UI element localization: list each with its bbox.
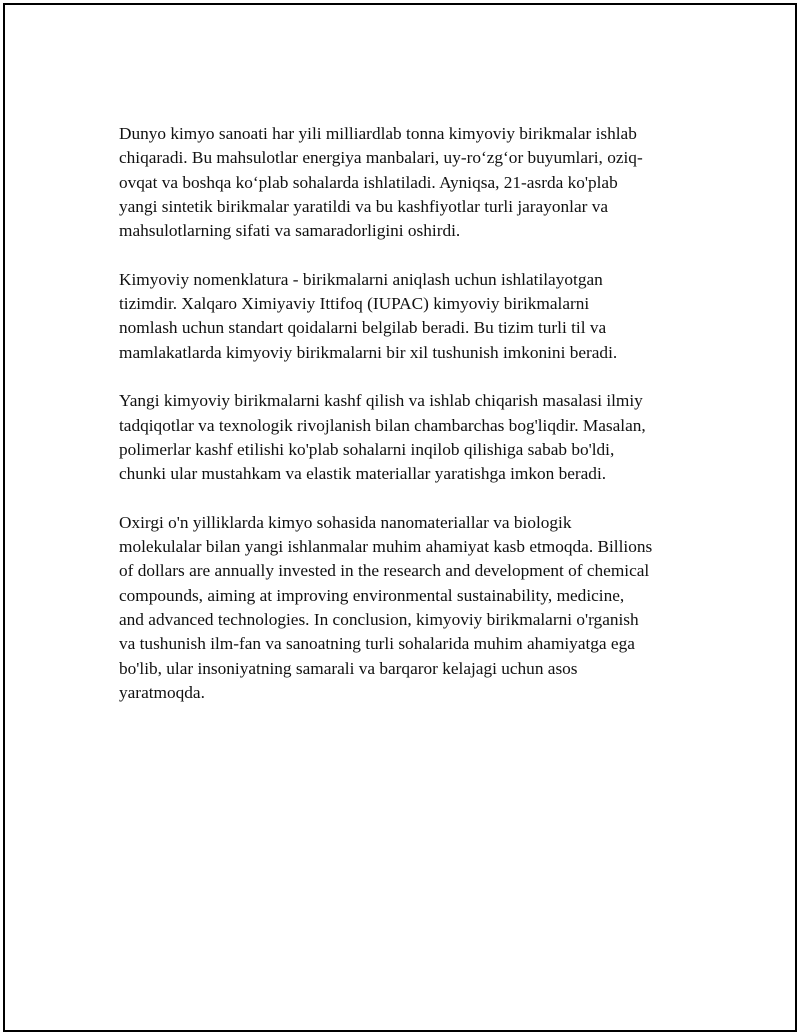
document-page — [3, 3, 797, 1032]
paragraph-4: Oxirgi o'n yilliklarda kimyo sohasida nanomateriallar va biologik molekulalar bilan yangi ishlanmalar muhim ahamiyat kasb etmoqda. Billions of dollars are annually invested in the research and development of chemical compounds, aiming at improving environmental sustainability, medicine, and advanced technologies. In conclusion, kimyoviy birikmalarni o'rganish va tushunish ilm-fan va sanoatning turli sohalarida muhim ahamiyatga ega bo'lib, ular insoniyatning samarali va barqaror kelajagi uchun asos yaratmoqda. — [119, 512, 653, 702]
document-body — [119, 122, 699, 729]
paragraph-2: Kimyoviy nomenklatura - birikmalarni aniqlash uchun ishlatilayotgan tizimdir. Xalqaro Ximiyaviy Ittifoq (IUPAC) kimyoviy birikmalarni nomlash uchun standart qoidalarni belgilab beradi. Bu tizim turli til va mamlakatlarda kimyoviy birikmalarni bir xil tushunish imkonini beradi. — [119, 269, 618, 362]
paragraph-3: Yangi kimyoviy birikmalarni kashf qilish va ishlab chiqarish masalasi ilmiy tadqiqotlar va texnologik rivojlanish bilan chambarchas bog'liqdir. Masalan, polimerlar kashf etilishi ko'plab sohalarni inqilob qilishiga sabab bo'ldi, chunki ular mustahkam va elastik materiallar yaratishga imkon beradi. — [119, 391, 646, 484]
paragraph-1: Dunyo kimyo sanoati har yili milliardlab tonna kimyoviy birikmalar ishlab chiqaradi. Bu mahsulotlar energiya manbalari, uy-ro‘zg‘or buyumlari, oziq- ovqat va boshqa ko‘plab sohalarda ishlatiladi. Ayniqsa, 21-asrda ko'plab yangi sintetik birikmalar yaratildi va bu kashfiyotlar turli jarayonlar va mahsulotlarning sifati va samaradorligini oshirdi. — [119, 124, 643, 241]
